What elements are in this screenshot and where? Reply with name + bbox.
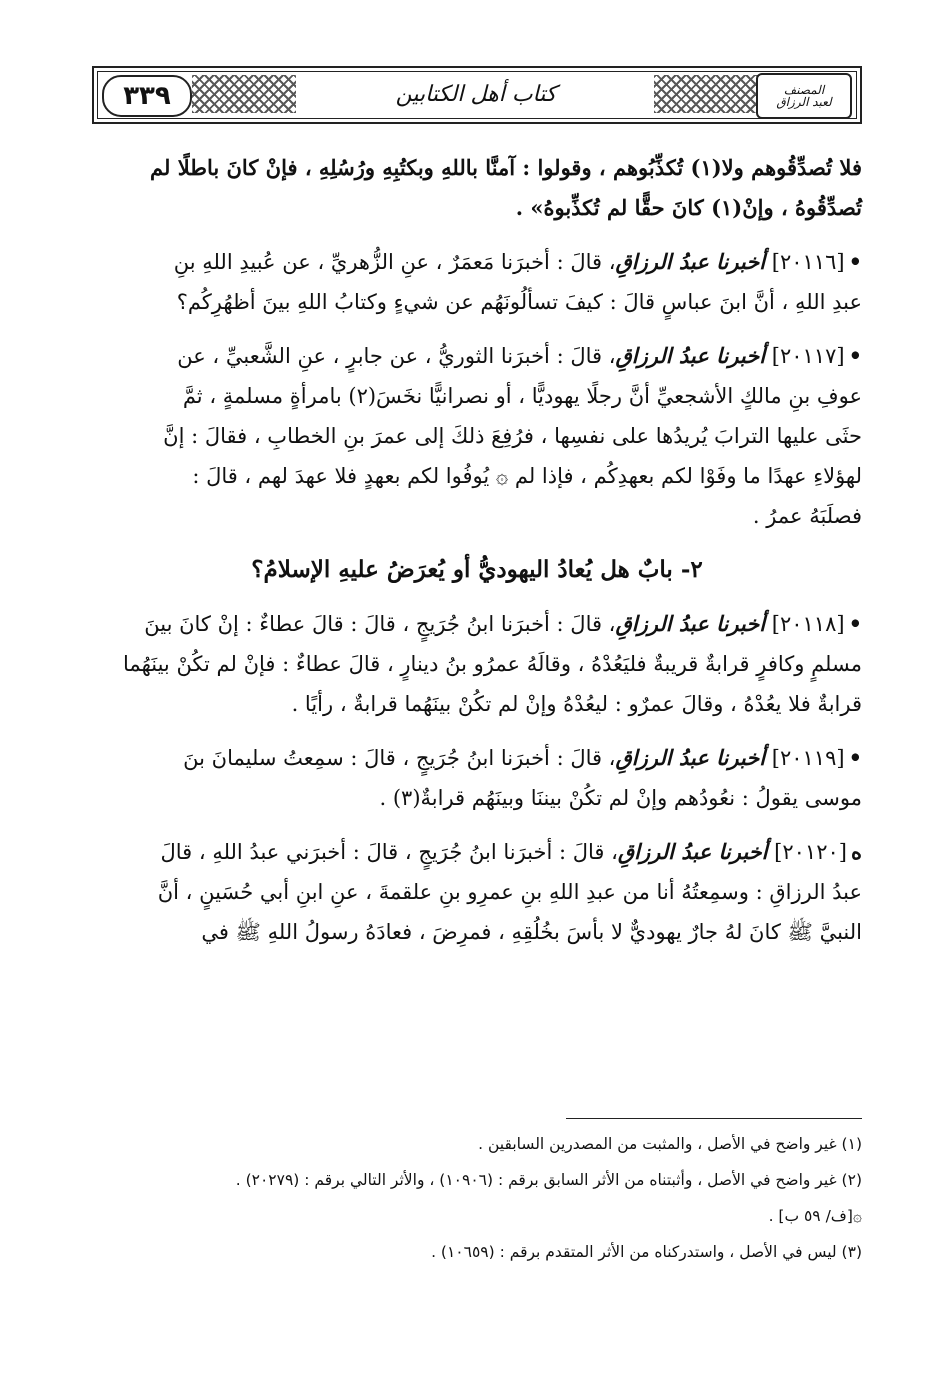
- section-heading: ٢- بابٌ هل يُعادُ اليهوديُّ أو يُعرَضُ عليهِ الإسلامُ؟: [251, 556, 703, 583]
- running-title: كتاب أهل الكتابين: [395, 81, 557, 107]
- hadith-number: [٢٠١٢٠]: [774, 840, 847, 864]
- hadith-20119: [92, 738, 862, 818]
- page-number: ٣٣٩: [123, 81, 171, 111]
- text-line: حثَى عليها الترابَ يُريدُها على نفسِها ، فرُفِعَ ذلكَ إلى عمرَ بنِ الخطابِ ، فقالَ : إنَّ: [163, 424, 862, 448]
- text-segment: ، قالَ : أخبرَنا ابنُ جُرَيجٍ ، قالَ : سمِعتُ سليمانَ بنَ: [183, 746, 616, 770]
- text-line: [92, 832, 862, 872]
- hadith-number: [٢٠١١٨]: [771, 612, 845, 636]
- seal-line-2: لعبد الرزاق: [776, 95, 832, 109]
- running-title-frame: [300, 75, 652, 113]
- hadith-20116: [92, 242, 862, 322]
- text-line: لهؤلاءِ عهدًا ما وفَوْا لكم بعهدِكُم ، فإذا لم ۞ يُوفُوا لكم بعهدٍ فلا عهدَ لهم ، قالَ :: [192, 464, 862, 488]
- bullet-marker: •: [848, 249, 862, 274]
- header-ornament-left: [192, 75, 296, 113]
- isnad-opening: أخبرنا عبدُ الرزاقِ: [615, 249, 766, 274]
- paragraph-continuation: [92, 148, 862, 228]
- book-title-seal: [756, 73, 852, 119]
- page-number-cartouche: [102, 75, 192, 117]
- bullet-marker: ه: [850, 839, 862, 864]
- bullet-marker: •: [848, 611, 862, 636]
- hadith-20120: [92, 832, 862, 952]
- isnad-opening: أخبرنا عبدُ الرزاقِ: [615, 343, 766, 368]
- text-line: عبدِ اللهِ ، أنَّ ابنَ عباسٍ قالَ : كيفَ تسألُونَهُم عن شيءٍ وكتابُ اللهِ بينَ أظهُرِكُم؟: [176, 290, 862, 314]
- main-text: [92, 148, 862, 966]
- text-line: [92, 336, 862, 376]
- text-segment: ، قالَ : أخبرَنا الثوريُّ ، عن جابرٍ ، عنِ الشَّعبيِّ ، عن: [177, 344, 616, 368]
- text-line: موسى يقولُ : نعُودُهم وإنْ لم تكُنْ بيننَا وبينَهُم قرابةٌ(٣) .: [379, 786, 862, 810]
- text-line: فصلَبَهُ عمرُ .: [752, 504, 862, 528]
- text-line: [92, 604, 862, 644]
- page-header: [92, 66, 862, 124]
- text-line: تُصدِّقُوهُ ، وإنْ(١) كانَ حقًّا لم تُكذِّبوهُ» .: [515, 195, 862, 220]
- footnote-divider: [566, 1118, 862, 1119]
- text-line: قرابةٌ فلا يعُدْهُ ، وقالَ عمرٌو : ليعُدْهُ وإنْ لم تكُنْ بينَهُما قرابةٌ ، رأيًا .: [291, 692, 862, 716]
- bullet-marker: •: [848, 343, 862, 368]
- isnad-opening: أخبرنا عبدُ الرزاقِ: [617, 839, 768, 864]
- text-segment: ، قالَ : أخبرَنا مَعمَرٌ ، عنِ الزُّهريِّ ، عن عُبيدِ اللهِ بنِ: [173, 250, 616, 274]
- header-ornament-right: [654, 75, 758, 113]
- hadith-20118: [92, 604, 862, 724]
- hadith-number: [٢٠١١٧]: [771, 344, 845, 368]
- isnad-opening: أخبرنا عبدُ الرزاقِ: [615, 745, 766, 770]
- text-line: عوفِ بنِ مالكٍ الأشجعيِّ أنَّ رجلًا يهوديًّا ، أو نصرانيًّا نخَسَ(٢) بامرأةٍ مسلمةٍ ، ثمَّ: [182, 384, 862, 408]
- text-line: مسلمٍ وكافرٍ قرابةٌ قريبةٌ فليَعُدْهُ ، وقالَهُ عمرُو بنُ دينارٍ ، قالَ عطاءٌ : فإنْ لم تكُنْ بينَهُما: [123, 652, 862, 676]
- footnote-1: (١) غير واضح في الأصل ، والمثبت من المصدرين السابقين .: [478, 1135, 862, 1153]
- hadith-number: [٢٠١١٩]: [771, 746, 845, 770]
- text-line: [92, 738, 862, 778]
- text-segment: ، قالَ : أخبرَنا ابنُ جُرَيجٍ ، قالَ : أخبرَني عبدُ اللهِ ، قالَ: [160, 840, 618, 864]
- hadith-number: [٢٠١١٦]: [771, 250, 845, 274]
- text-line: فلا تُصدِّقُوهم ولا(١) تُكذِّبُوهم ، وقولوا : آمنَّا باللهِ وبكتُبِهِ ورُسُلِهِ ، فإنْ كانَ باطلًا لم: [150, 155, 862, 180]
- footnote-3: (٣) ليس في الأصل ، واستدركناه من الأثر المتقدم برقم : (١٠٦٥٩) .: [431, 1243, 862, 1261]
- bullet-marker: •: [848, 745, 862, 770]
- seal-line-1: المصنف: [783, 83, 825, 97]
- text-line: [92, 242, 862, 282]
- hadith-20117: [92, 336, 862, 536]
- footnote-2: (٢) غير واضح في الأصل ، وأثبتناه من الأثر السابق برقم : (١٠٩٠٦) ، والأثر التالي برقم : (٢٠٢٧٩) .: [235, 1171, 862, 1189]
- footnotes: [92, 1126, 862, 1270]
- text-line: النبيَّ ﷺ كانَ لهُ جارٌ يهوديٌّ لا بأسَ بخُلُقِهِ ، فمرِضَ ، فعادَهُ رسولُ اللهِ ﷺ في: [201, 920, 862, 944]
- folio-marker-note: ۞[ف/ ٥٩ ب] .: [768, 1207, 862, 1225]
- isnad-opening: أخبرنا عبدُ الرزاقِ: [615, 611, 766, 636]
- text-line: عبدُ الرزاقِ : وسمِعتُهُ أنا من عبدِ اللهِ بنِ عمرِو بنِ علقمةَ ، عنِ ابنِ أبي حُسَينٍ ، أنَّ: [157, 880, 862, 904]
- text-segment: ، قالَ : أخبرَنا ابنُ جُرَيجٍ ، قالَ : قالَ عطاءٌ : إنْ كانَ بينَ: [144, 612, 616, 636]
